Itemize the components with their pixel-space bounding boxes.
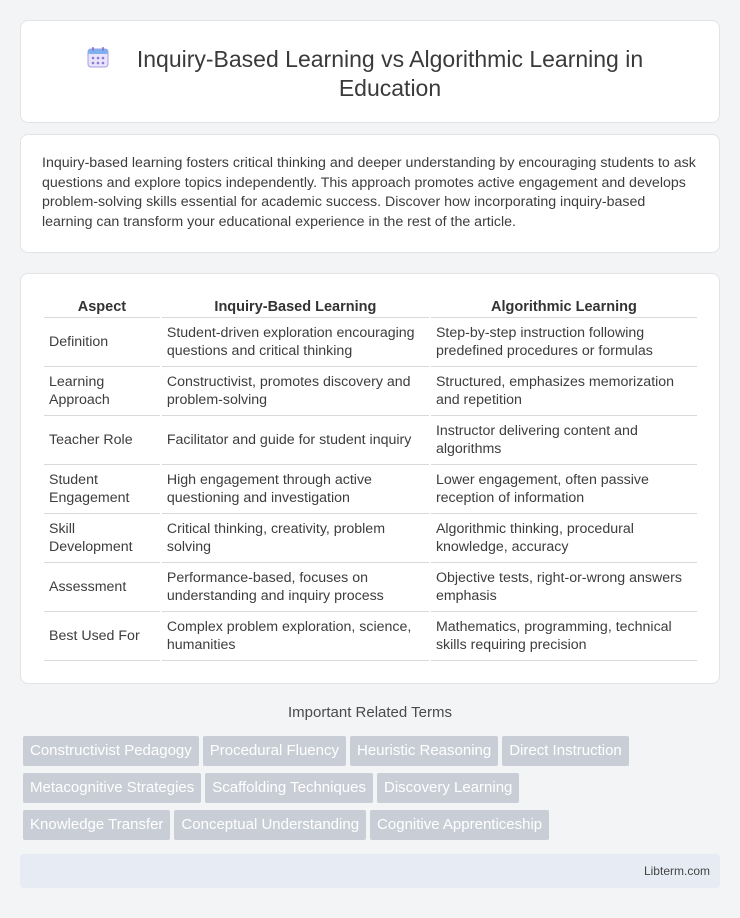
- table-row: [44, 416, 697, 465]
- aspect-cell: Teacher Role: [44, 416, 160, 465]
- inquiry-cell: Constructivist, promotes discovery and problem-solving: [162, 367, 429, 416]
- algorithmic-cell: Lower engagement, often passive reception of information: [431, 465, 697, 514]
- tag-discovery-learning[interactable]: Discovery Learning: [377, 773, 519, 803]
- related-terms-heading: Important Related Terms: [288, 704, 452, 721]
- algorithmic-cell: Structured, emphasizes memorization and repetition: [431, 367, 697, 416]
- inquiry-cell: Student-driven exploration encouraging questions and critical thinking: [162, 318, 429, 367]
- table-row: [44, 318, 697, 367]
- tag-scaffolding-techniques[interactable]: Scaffolding Techniques: [205, 773, 373, 803]
- tag-heuristic-reasoning[interactable]: Heuristic Reasoning: [350, 736, 498, 766]
- header-algorithmic: Algorithmic Learning: [431, 296, 697, 318]
- algorithmic-cell: Mathematics, programming, technical skills requiring precision: [431, 612, 697, 661]
- tag-direct-instruction[interactable]: Direct Instruction: [502, 736, 629, 766]
- tag-procedural-fluency[interactable]: Procedural Fluency: [203, 736, 346, 766]
- aspect-cell: Best Used For: [44, 612, 160, 661]
- table-row: [44, 367, 697, 416]
- aspect-cell: Learning Approach: [44, 367, 160, 416]
- tag-knowledge-transfer[interactable]: Knowledge Transfer: [23, 810, 170, 840]
- inquiry-cell: Facilitator and guide for student inquiry: [162, 416, 429, 465]
- footer-site-link[interactable]: Libterm.com: [643, 864, 710, 878]
- aspect-cell: Student Engagement: [44, 465, 160, 514]
- footer: [20, 854, 720, 888]
- comparison-card: [20, 273, 720, 684]
- inquiry-cell: Performance-based, focuses on understanding and inquiry process: [162, 563, 429, 612]
- algorithmic-cell: Step-by-step instruction following predefined procedures or formulas: [431, 318, 697, 367]
- table-header-row: [44, 296, 697, 318]
- inquiry-cell: High engagement through active questioning and investigation: [162, 465, 429, 514]
- algorithmic-cell: Objective tests, right-or-wrong answers emphasis: [431, 563, 697, 612]
- header-aspect: Aspect: [44, 296, 160, 318]
- title-card: [20, 20, 720, 123]
- tag-constructivist-pedagogy[interactable]: Constructivist Pedagogy: [23, 736, 199, 766]
- intro-text: Inquiry-based learning fosters critical thinking and deeper understanding by encouraging students to ask questions and explore topics independently. This approach promotes active engagement and develops problem-solving skills essential for academic success. Discover how incorporating inquiry-based learning can transform your educational experience in the rest of the article.: [42, 155, 696, 230]
- table-row: [44, 465, 697, 514]
- header-inquiry: Inquiry-Based Learning: [162, 296, 429, 318]
- inquiry-cell: Complex problem exploration, science, humanities: [162, 612, 429, 661]
- aspect-cell: Skill Development: [44, 514, 160, 563]
- tag-conceptual-understanding[interactable]: Conceptual Understanding: [174, 810, 366, 840]
- algorithmic-cell: Algorithmic thinking, procedural knowledge, accuracy: [431, 514, 697, 563]
- table-row: [44, 563, 697, 612]
- table-row: [44, 612, 697, 661]
- comparison-table: [42, 296, 699, 661]
- intro-card: [20, 134, 720, 253]
- aspect-cell: Definition: [44, 318, 160, 367]
- table-row: [44, 514, 697, 563]
- aspect-cell: Assessment: [44, 563, 160, 612]
- tag-metacognitive-strategies[interactable]: Metacognitive Strategies: [23, 773, 201, 803]
- inquiry-cell: Critical thinking, creativity, problem solving: [162, 514, 429, 563]
- algorithmic-cell: Instructor delivering content and algorithms: [431, 416, 697, 465]
- tag-cognitive-apprenticeship[interactable]: Cognitive Apprenticeship: [370, 810, 549, 840]
- related-terms-list: [23, 736, 723, 847]
- page-title: Inquiry-Based Learning vs Algorithmic Learning in Education: [136, 46, 644, 101]
